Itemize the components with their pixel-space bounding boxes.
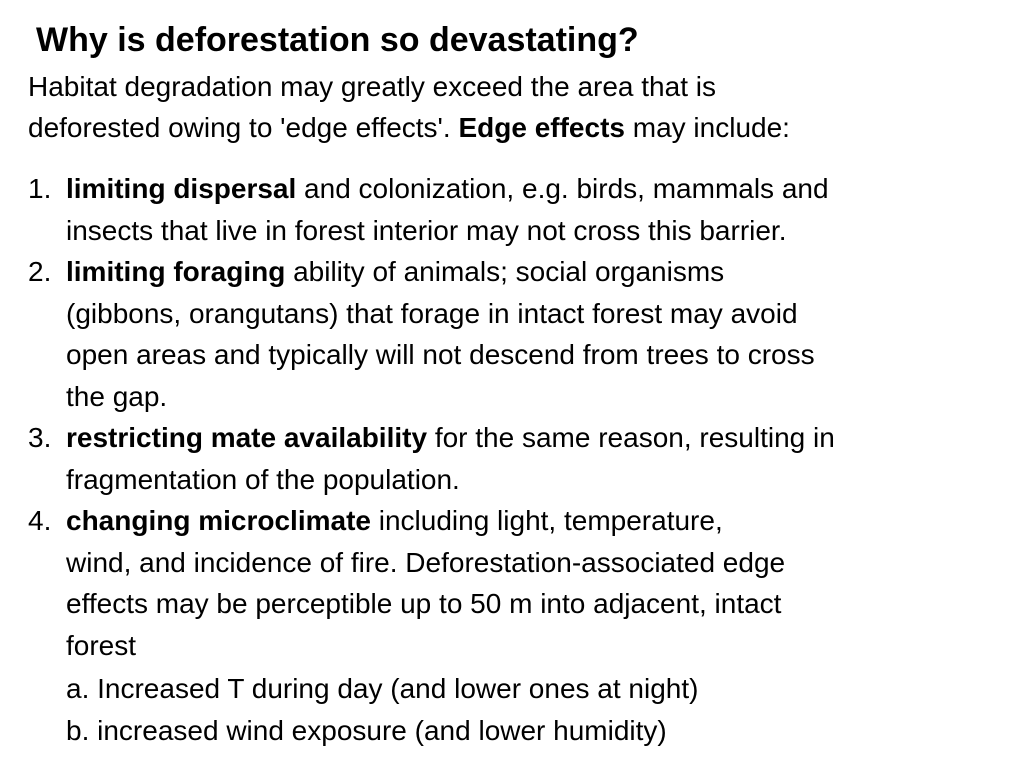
list-item-first-line-rest: and colonization, e.g. birds, mammals and <box>296 173 829 204</box>
list-item-first-line-rest: ability of animals; social organisms <box>285 256 725 287</box>
intro-line-2-rest: may include: <box>624 112 790 143</box>
list-item-number: 2. <box>28 256 52 287</box>
list-item-number: 1. <box>28 173 52 204</box>
list-item-first-line <box>66 251 1018 293</box>
list-item-1 <box>28 168 1018 251</box>
list-item-first-line <box>66 417 1018 459</box>
list-item-first-line <box>66 168 1018 210</box>
list-item-line: insects that live in forest interior may not cross this barrier. <box>66 214 787 246</box>
list-item-first-line-rest: including light, temperature, <box>370 505 723 536</box>
list-item-number: 3. <box>28 422 52 453</box>
list-item-4 <box>28 500 1018 752</box>
edge-effects-list <box>28 168 1018 752</box>
list-item-term: restricting mate availability <box>66 422 428 453</box>
list-item-line: (gibbons, orangutans) that forage in intact forest may avoid <box>66 297 798 329</box>
intro-edge-effects-term: Edge effects <box>458 112 625 143</box>
microclimate-sublist <box>66 668 1018 752</box>
list-item-line: the gap. <box>66 380 168 412</box>
list-item-term: limiting foraging <box>66 256 286 287</box>
list-item-3 <box>28 417 1018 500</box>
list-item-line: fragmentation of the population. <box>66 463 460 495</box>
list-item-line: forest <box>66 629 137 661</box>
list-item-first-line-rest: for the same reason, resulting in <box>427 422 835 453</box>
intro-line-2-text: deforested owing to 'edge effects'. <box>28 112 459 143</box>
list-item-first-line <box>66 500 1018 542</box>
sublist-item-b: b. increased wind exposure (and lower humidity) <box>66 715 667 746</box>
list-item-line: open areas and typically will not descend from trees to cross <box>66 339 815 370</box>
list-item-line: wind, and incidence of fire. Deforestation-associated edge <box>66 546 786 578</box>
list-item-term: changing microclimate <box>66 505 371 536</box>
sublist-item-a: a. Increased T during day (and lower ones at night) <box>66 673 699 704</box>
intro-paragraph <box>28 66 1008 148</box>
list-item-line: effects may be perceptible up to 50 m into adjacent, intact <box>66 588 782 619</box>
list-item-term: limiting dispersal <box>66 173 297 204</box>
intro-line-2 <box>28 107 1008 148</box>
list-item-2 <box>28 251 1018 417</box>
intro-line-1: Habitat degradation may greatly exceed the area that is <box>28 71 716 102</box>
slide-title: Why is deforestation so devastating? <box>36 21 639 59</box>
list-item-number: 4. <box>28 505 52 536</box>
